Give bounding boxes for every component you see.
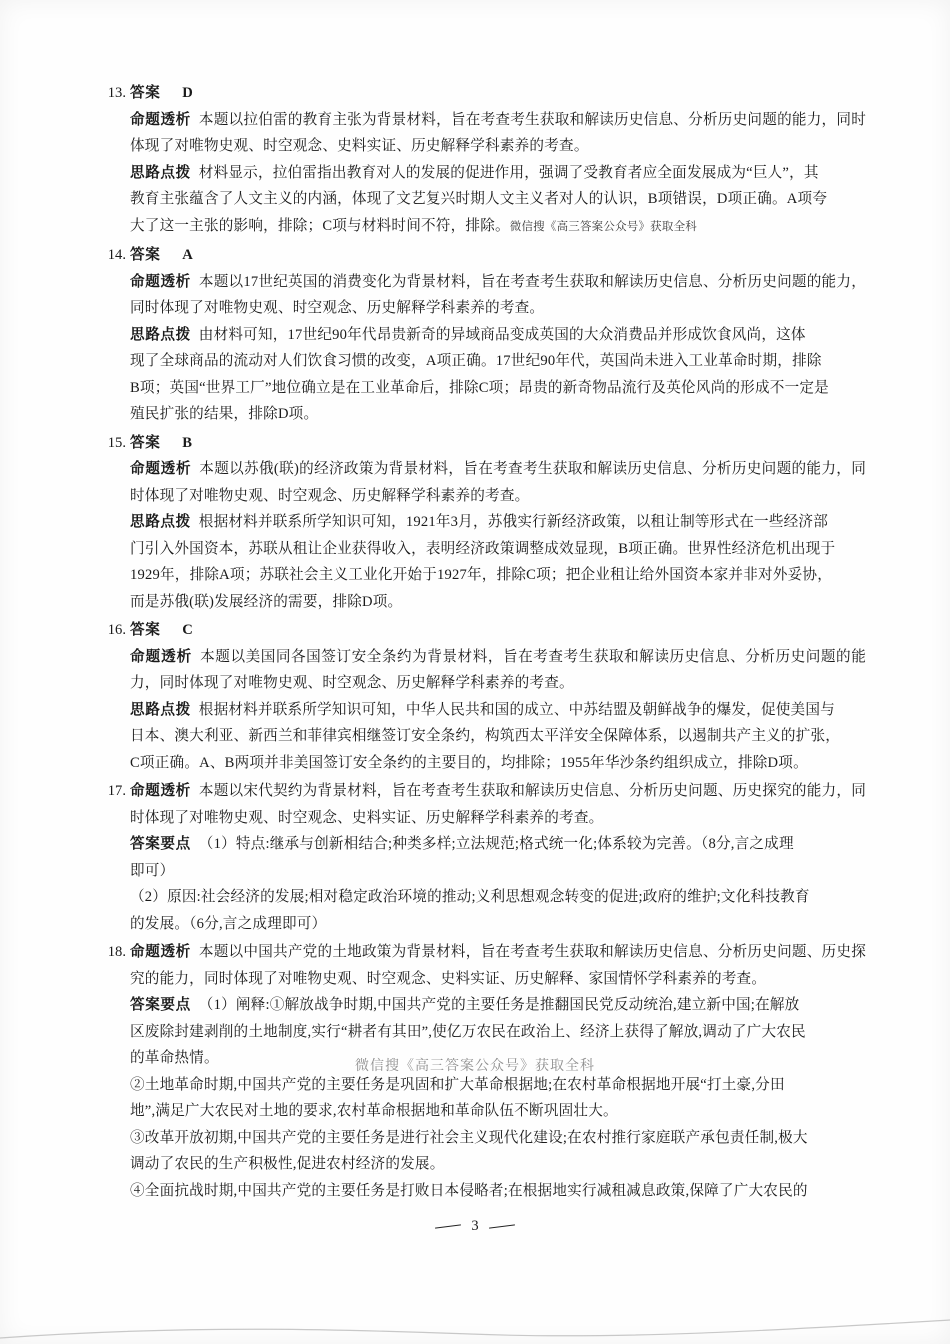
- analysis-text-16: 本题以美国同各国签订安全条约为背景材料，旨在考查考生获取和解读历史信息、分析历史问题的能力，同时体现了对唯物史观、时空观念、历史解释学科素养的考查。: [130, 648, 866, 691]
- question-block-14: [96, 242, 866, 428]
- thinking-text-13-3: 大了这一主张的影响，排除；C项与材料时间不符，排除。: [130, 217, 510, 234]
- answer-value-14: A: [182, 247, 193, 263]
- thinking-text-13-2: 教育主张蕴含了人文主义的内涵，体现了文艺复兴时期人文主义者对人的认识，B项错误，D项正确。A项夸: [130, 191, 828, 207]
- thinking-text-14-3: B项；英国“世界工厂”地位确立是在工业革命后，排除C项；昂贵的新奇物品流行及英伦风尚的形成不一定是: [130, 379, 829, 396]
- thinking-text-13-1: 材料显示，拉伯雷指出教育对人的发展的促进作用，强调了受教育者应全面发展成为“巨人”，其: [198, 164, 819, 181]
- thinking-text-15-1: 根据材料并联系所学知识可知，1921年3月，苏俄实行新经济政策，以租让制等形式在一些经济部: [198, 514, 829, 530]
- page-bottom-curve: [0, 1304, 950, 1344]
- key-points-18-6: ③改革开放初期,中国共产党的主要任务是进行社会主义现代化建设;在农村推行家庭联产承包责任制,极大: [130, 1129, 808, 1146]
- answer-label-16: 答案: [130, 622, 161, 638]
- question-block-15: [96, 430, 866, 616]
- key-points-18-3: 的革命热情。: [130, 1050, 219, 1066]
- answer-label-14: 答案: [130, 247, 161, 263]
- key-points-18-1: （1）阐释:①解放战争时期,中国共产党的主要任务是推翻国民党反动统治,建立新中国;在解放: [198, 997, 800, 1013]
- question-number-15: 15.: [107, 434, 126, 451]
- analysis-label-15: 命题透析: [130, 461, 192, 477]
- question-block-13: [96, 80, 866, 240]
- answer-value-13: D: [182, 85, 193, 101]
- key-points-18-7: 调动了农民的生产积极性,促进农村经济的发展。: [130, 1156, 445, 1172]
- thinking-text-16-1: 根据材料并联系所学知识可知，中华人民共和国的成立、中苏结盟及朝鲜战争的爆发，促使美国与: [198, 701, 835, 718]
- question-block-16: [96, 617, 866, 776]
- question-number-14: 14.: [107, 247, 126, 263]
- key-points-17-2: 即可）: [130, 862, 175, 879]
- thinking-text-14-2: 现了全球商品的流动对人们饮食习惯的改变，A项正确。17世纪90年代，英国尚未进入工业革命时期，排除: [130, 353, 822, 369]
- thinking-text-16-2: 日本、澳大利亚、新西兰和菲律宾相继签订安全条约，构筑西太平洋安全保障体系，以遏制共产主义的扩张，: [130, 728, 841, 744]
- answer-label-15: 答案: [130, 434, 161, 451]
- key-points-label-17: 答案要点: [130, 836, 191, 852]
- page-footer: [0, 1218, 950, 1235]
- thinking-label-15: 思路点拨: [130, 514, 191, 530]
- analysis-label-13: 命题透析: [130, 111, 191, 128]
- question-block-18: [96, 939, 866, 1204]
- thinking-text-15-4: 而是苏俄(联)发展经济的需要，排除D项。: [130, 593, 403, 610]
- analysis-label-17: 命题透析: [130, 783, 191, 799]
- question-number-13: 13.: [107, 85, 126, 101]
- key-points-18-5: 地”,满足广大农民对土地的要求,农村革命根据地和革命队伍不断巩固壮大。: [130, 1103, 618, 1119]
- answer-value-15: B: [182, 434, 193, 451]
- analysis-text-14: 本题以17世纪英国的消费变化为背景材料，旨在考查考生获取和解读历史信息、分析历史问题的能力，同时体现了对唯物史观、时空观念、历史解释学科素养的考查。: [130, 273, 866, 316]
- watermark-center: 微信搜《高三答案公众号》获取全科: [355, 1059, 595, 1074]
- key-points-18-8: ④全面抗战时期,中国共产党的主要任务是打败日本侵略者;在根据地实行减租减息政策,保障了广大农民的: [130, 1182, 808, 1199]
- key-points-17-4: 的发展。（6分,言之成理即可）: [130, 915, 327, 932]
- key-points-label-18: 答案要点: [130, 997, 191, 1013]
- page-content: [96, 80, 866, 1206]
- thinking-text-14-4: 殖民扩张的结果，排除D项。: [130, 406, 319, 422]
- analysis-label-18: 命题透析: [130, 944, 191, 960]
- answer-label-13: 答案: [130, 85, 161, 101]
- key-points-18-2: 区废除封建剥削的土地制度,实行“耕者有其田”,使亿万农民在政治上、经济上获得了解放,调动了广大农民: [130, 1023, 806, 1040]
- question-number-18: 18.: [107, 944, 126, 960]
- thinking-text-15-3: 1929年，排除A项；苏联社会主义工业化开始于1927年，排除C项；把企业租让给外国资本家并非对外妥协，: [130, 567, 832, 583]
- question-number-16: 16.: [107, 622, 126, 638]
- analysis-label-14: 命题透析: [130, 273, 191, 290]
- footer-dash-right: [489, 1225, 515, 1229]
- thinking-label-16: 思路点拨: [130, 701, 191, 718]
- key-points-17-3: （2）原因:社会经济的发展;相对稳定政治环境的推动;义利思想观念转变的促进;政府的维护;文化科技教育: [130, 889, 810, 905]
- watermark-inline: 微信搜《高三答案公众号》获取全科: [509, 220, 697, 233]
- thinking-label-13: 思路点拨: [130, 164, 191, 181]
- key-points-18-4: ②土地革命时期,中国共产党的主要任务是巩固和扩大革命根据地;在农村革命根据地开展“打土豪,分田: [130, 1076, 785, 1093]
- analysis-text-18: 本题以中国共产党的土地政策为背景材料，旨在考查考生获取和解读历史信息、分析历史问题、历史探究的能力，同时体现了对唯物史观、时空观念、史料实证、历史解释、家国情怀学科素养的考查。: [130, 944, 866, 987]
- answer-value-16: C: [182, 622, 193, 638]
- thinking-text-15-2: 门引入外国资本，苏联从租让企业获得收入，表明经济政策调整成效显现，B项正确。世界性经济危机出现于: [130, 540, 836, 557]
- footer-dash-left: [435, 1225, 461, 1229]
- question-block-17: [96, 778, 866, 937]
- analysis-label-16: 命题透析: [130, 648, 193, 665]
- analysis-text-15: 本题以苏俄(联)的经济政策为背景材料，旨在考查考生获取和解读历史信息、分析历史问题的能力，同时体现了对唯物史观、时空观念、历史解释学科素养的考查。: [130, 461, 866, 504]
- analysis-text-17: 本题以宋代契约为背景材料，旨在考查考生获取和解读历史信息、分析历史问题、历史探究的能力，同时体现了对唯物史观、时空观念、史料实证、历史解释学科素养的考查。: [130, 783, 866, 826]
- thinking-text-16-3: C项正确。A、B两项并非美国签订安全条约的主要目的，均排除；1955年华沙条约组织成立，排除D项。: [130, 754, 808, 771]
- analysis-text-13: 本题以拉伯雷的教育主张为背景材料，旨在考查考生获取和解读历史信息、分析历史问题的能力，同时体现了对唯物史观、时空观念、史料实证、历史解释学科素养的考查。: [130, 111, 866, 154]
- thinking-label-14: 思路点拨: [130, 326, 191, 343]
- key-points-17-1: （1）特点:继承与创新相结合;种类多样;立法规范;格式统一化;体系较为完善。（8分,言之成理: [198, 836, 794, 852]
- page-number: 3: [471, 1218, 479, 1234]
- thinking-text-14-1: 由材料可知，17世纪90年代昂贵新奇的异域商品变成英国的大众消费品并形成饮食风尚，这体: [198, 326, 806, 343]
- question-number-17: 17.: [107, 783, 126, 799]
